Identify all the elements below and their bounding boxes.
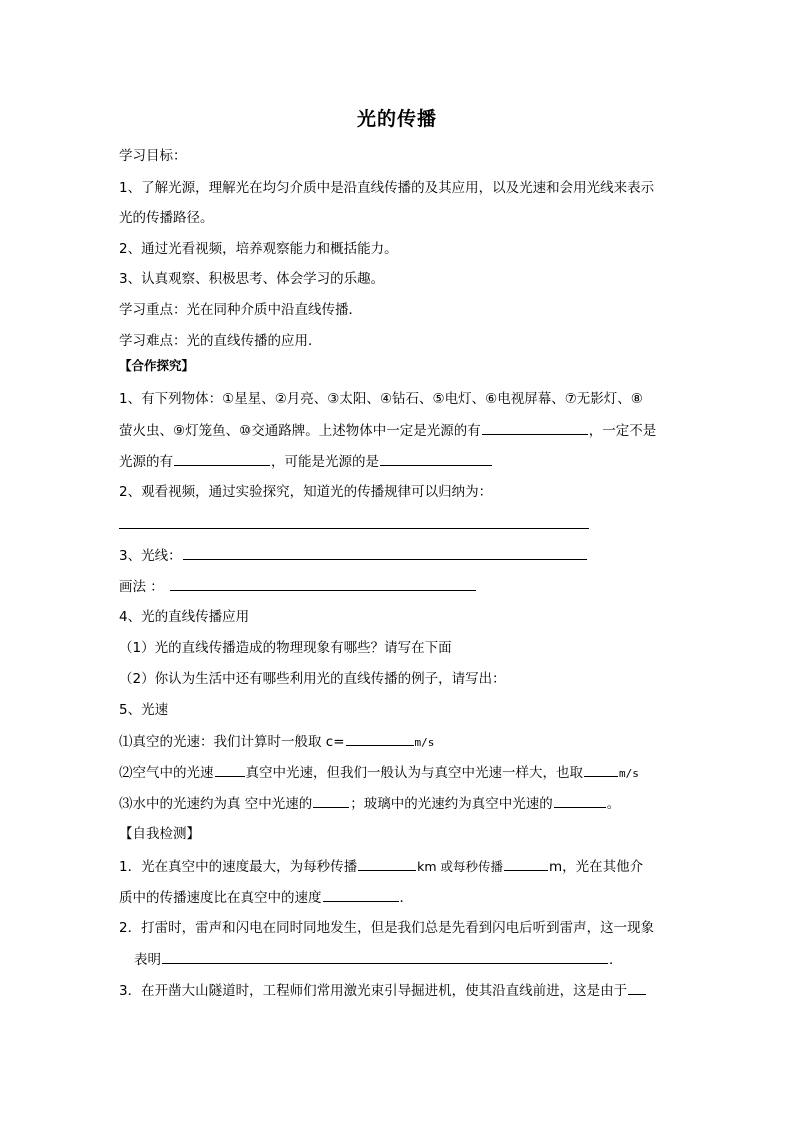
- question-3-draw-label: 画法 ：: [119, 579, 164, 595]
- objective-3: 3、认真观察、积极思考、体会学习的乐趣。: [119, 271, 385, 287]
- difficulty: 学习难点：光的直线传播的应用．: [119, 333, 322, 349]
- question-1-text-b: ，一定不是: [588, 423, 657, 439]
- question-3-label: 3、光线：: [119, 548, 182, 564]
- question-3-draw-line: [119, 576, 477, 597]
- test-1-text-a: 1．光在真空中的速度最大，为每秒传播: [119, 859, 358, 875]
- test-1-line2: [119, 887, 413, 908]
- answer-blank-non-light-sources[interactable]: [174, 451, 270, 466]
- question-5-3-text-c: 。: [606, 796, 621, 812]
- answer-blank-vacuum-speed[interactable]: [346, 731, 414, 746]
- answer-blank-km[interactable]: [358, 856, 416, 871]
- answer-blank-possible-light-sources[interactable]: [380, 451, 492, 466]
- key-point: 学习重点：光在同种介质中沿直线传播．: [119, 302, 362, 318]
- test-2-text-b: ．: [609, 952, 623, 968]
- question-2: 2、观看视频，通过实验探究，知道光的传播规律可以归纳为：: [119, 484, 493, 500]
- test-3-text: 3．在开凿大山隧道时，工程师们常用激光束引导掘进机，使其沿直线前进，这是由于: [119, 983, 628, 999]
- answer-blank-m[interactable]: [504, 856, 548, 871]
- test-2-text-a: 表明: [134, 952, 161, 968]
- page-title: 光的传播: [356, 108, 437, 130]
- question-1-line3: [119, 451, 493, 472]
- question-5-1-unit: m/s: [414, 736, 435, 749]
- question-5-1: [119, 731, 434, 753]
- question-5: 5、光速: [119, 702, 169, 718]
- test-1-text-e: ．: [399, 890, 413, 906]
- question-1-line1: 1、有下列物体：①星星、②月亮、③太阳、④钻石、⑤电灯、⑥电视屏幕、⑦无影灯、⑧: [119, 391, 643, 407]
- question-5-2-text-b: 真空中光速，但我们一般认为与真空中光速一样大，也取: [245, 765, 583, 781]
- question-1-text-d: ，可能是光源的是: [271, 454, 379, 470]
- question-5-2-unit: m/s: [619, 767, 639, 780]
- test-2-line1: 2．打雷时，雷声和闪电在同时同地发生，但是我们总是先看到闪电后听到雷声，这一现象: [119, 920, 655, 936]
- test-3-line1: [119, 980, 647, 1001]
- question-1-text-c: 光源的有: [119, 454, 173, 470]
- objective-1-line1: 1、了解光源，理解光在均匀介质中是沿直线传播的及其应用，以及光速和会用光线来表示: [119, 180, 655, 196]
- question-5-2: [119, 762, 639, 784]
- answer-blank-laser-reason[interactable]: [628, 980, 646, 995]
- question-4: 4、光的直线传播应用: [119, 609, 250, 625]
- question-5-3-text-a: ⑶水中的光速约为真 空中光速的: [119, 796, 313, 812]
- question-5-1-text: ⑴真空的光速：我们计算时一般取 c=: [119, 734, 345, 750]
- answer-blank-thunder-lightning[interactable]: [162, 949, 608, 964]
- question-1-text-a: 萤火虫、⑨灯笼鱼、⑩交通路牌。上述物体中一定是光源的有: [119, 423, 481, 439]
- answer-blank-air-comparison[interactable]: [215, 762, 245, 777]
- answer-blank-light-ray[interactable]: [183, 545, 587, 560]
- answer-blank-glass-ratio[interactable]: [554, 793, 606, 808]
- answer-blank-drawing-method[interactable]: [170, 576, 476, 591]
- answer-blank-air-speed[interactable]: [584, 762, 618, 777]
- objectives-header: 学习目标：: [119, 148, 187, 164]
- answer-blank-water-ratio[interactable]: [313, 793, 349, 808]
- test-1-text-b: km 或每秒传播: [417, 859, 503, 874]
- question-4-1: （1）光的直线传播造成的物理现象有哪些？请写在下面: [119, 640, 452, 656]
- question-5-2-text-a: ⑵空气中的光速: [119, 765, 214, 781]
- section-self-check: 【自我检测】: [119, 826, 200, 842]
- question-5-3: [119, 793, 620, 814]
- question-1-line2: [119, 420, 656, 441]
- answer-blank-other-media-speed[interactable]: [323, 887, 399, 902]
- objective-2: 2、通过光看视频，培养观察能力和概括能力。: [119, 241, 398, 257]
- question-3-line: [119, 545, 588, 566]
- answer-line-q2[interactable]: [119, 528, 589, 529]
- test-1-text-d: 质中的传播速度比在真空中的速度: [119, 890, 322, 906]
- objective-1-line2: 光的传播路径。: [119, 210, 214, 226]
- test-1-text-c: m，光在其他介: [548, 859, 644, 875]
- section-cooperative-inquiry: 【合作探究】: [119, 358, 195, 373]
- question-5-3-text-b: ；玻璃中的光速约为真空中光速的: [350, 796, 553, 812]
- question-4-2: （2）你认为生活中还有哪些利用光的直线传播的例子，请写出：: [119, 671, 506, 687]
- answer-blank-light-sources[interactable]: [482, 420, 588, 435]
- test-1-line1: [119, 856, 643, 877]
- test-2-line2: [134, 949, 623, 970]
